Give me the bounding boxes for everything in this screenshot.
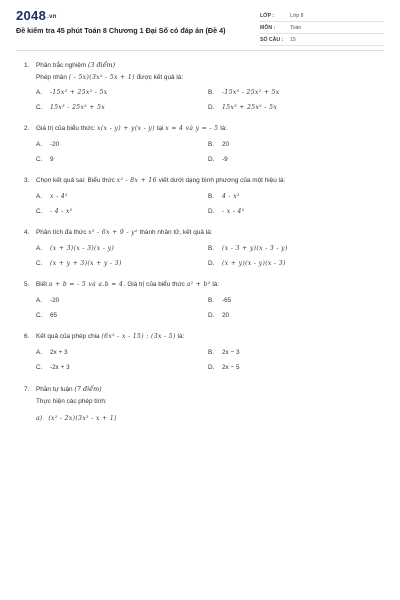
stem-text: là: (220, 125, 227, 132)
question-body (24, 137, 384, 167)
question-stem (24, 281, 384, 288)
option-c[interactable] (36, 152, 208, 167)
option-key: C. (36, 104, 43, 111)
option-c[interactable] (36, 360, 208, 375)
question-number: 1. (24, 61, 30, 69)
option-b[interactable] (208, 137, 380, 152)
exam-content (16, 61, 384, 422)
meta-value: 15 (290, 36, 296, 43)
stem-text: thành nhân tử, kết quả là: (139, 229, 213, 236)
stem-math: ( - 5x)(3x² - 5x + 1) (68, 74, 135, 81)
meta-label: LỚP : (260, 12, 275, 19)
stem-line (36, 177, 285, 184)
stem-math: x² - 6x + 9 - y² (88, 229, 138, 236)
stem-line (36, 125, 227, 132)
section-heading (24, 61, 384, 69)
stem-text: Phép nhân (36, 74, 67, 81)
question-number: 6. (24, 333, 30, 340)
option-a[interactable] (36, 345, 208, 360)
option-key: A. (36, 193, 43, 200)
option-b[interactable] (208, 345, 380, 360)
options (36, 293, 384, 323)
option-a[interactable] (36, 241, 208, 256)
option-key: B. (208, 297, 215, 304)
option-d[interactable] (208, 256, 380, 271)
stem-text: Chọn kết quả sai: Biểu thức (36, 177, 115, 184)
option-a[interactable] (36, 85, 208, 100)
question-stem (36, 74, 384, 81)
option-text: 2x + 3 (50, 349, 68, 356)
option-d[interactable] (208, 100, 380, 115)
question-number: 5. (24, 281, 30, 288)
item-math: (x² - 2x)(3x² - x + 1) (48, 415, 117, 422)
essay-item-a (36, 414, 384, 422)
option-key: C. (36, 364, 43, 371)
option-b[interactable] (208, 189, 380, 204)
option-text: - x - 4² (222, 208, 245, 215)
section-heading (24, 385, 384, 393)
option-text: 20 (222, 312, 230, 319)
option-key: D. (208, 156, 215, 163)
stem-text: viết dưới dạng bình phương của một hiệu là: (158, 177, 286, 184)
item-label: a) (36, 414, 43, 422)
option-text: 15x³ - 25x² + 5x (50, 104, 106, 111)
option-key: A. (36, 297, 43, 304)
question-7 (24, 385, 384, 422)
header-left (16, 8, 256, 46)
option-text: 4 - x² (222, 193, 240, 200)
option-key: B. (208, 193, 215, 200)
option-key: B. (208, 89, 215, 96)
option-text: -15x³ - 25x² + 5x (222, 89, 280, 96)
question-6 (24, 333, 384, 375)
option-a[interactable] (36, 293, 208, 308)
option-text: -15x³ + 25x² - 5x (50, 89, 108, 96)
option-text: 20 (222, 141, 230, 148)
question-4 (24, 229, 384, 271)
question-body (24, 345, 384, 375)
option-c[interactable] (36, 100, 208, 115)
section-points: (7 điểm) (74, 385, 102, 393)
question-number: 4. (24, 229, 30, 236)
option-text: -2x + 3 (50, 364, 70, 371)
option-text: x - 4² (50, 193, 68, 200)
option-text: 2x − 5 (222, 364, 240, 371)
option-b[interactable] (208, 241, 380, 256)
option-a[interactable] (36, 189, 208, 204)
option-text: 65 (50, 312, 58, 319)
section-title (36, 61, 115, 69)
instruction-text: Thực hiện các phép tính: (36, 398, 107, 405)
question-body (24, 293, 384, 323)
logo-suffix: .vn (47, 13, 57, 20)
option-text: (x + y)(x - y)(x - 3) (222, 260, 286, 267)
question-number: 2. (24, 125, 30, 132)
option-key: D. (208, 312, 215, 319)
question-stem (24, 333, 384, 340)
meta-value: Lớp 8 (290, 12, 304, 19)
option-text: 2x − 3 (222, 349, 240, 356)
option-d[interactable] (208, 204, 380, 219)
option-key: D. (208, 104, 215, 111)
section-title (36, 385, 102, 393)
option-a[interactable] (36, 137, 208, 152)
stem-math: x = 4 và y = - 5 (165, 125, 219, 132)
section-points: (3 điểm) (87, 61, 116, 69)
question-body (24, 189, 384, 219)
stem-text: là: (177, 333, 185, 340)
question-3 (24, 177, 384, 219)
meta-row-class (260, 10, 384, 22)
meta-value: Toán (290, 24, 302, 31)
question-number: 7. (24, 385, 30, 393)
option-c[interactable] (36, 256, 208, 271)
option-text: (x - 3 + y)(x - 3 - y) (222, 245, 288, 252)
question-5 (24, 281, 384, 323)
option-b[interactable] (208, 85, 380, 100)
option-text: 9 (50, 156, 54, 163)
meta-label: SỐ CÂU : (260, 36, 284, 43)
meta-row-subject (260, 22, 384, 34)
question-number: 3. (24, 177, 30, 184)
stem-text: tại (156, 125, 164, 132)
option-text: -20 (50, 141, 60, 148)
stem-line (36, 229, 212, 236)
stem-math: x² - 8x + 16 (116, 177, 157, 184)
options (36, 241, 384, 271)
question-body (24, 74, 384, 115)
option-text: -20 (50, 297, 60, 304)
option-key: D. (208, 208, 215, 215)
question-stem (24, 125, 384, 132)
question-1 (24, 61, 384, 115)
option-text: (x + 3)(x - 3)(x - y) (50, 245, 115, 252)
stem-math: a² + b² (186, 281, 211, 288)
question-body (24, 398, 384, 422)
options (36, 189, 384, 219)
option-text: - 4 - x² (50, 208, 73, 215)
option-b[interactable] (208, 293, 380, 308)
option-key: A. (36, 89, 43, 96)
option-c[interactable] (36, 204, 208, 219)
question-body (24, 241, 384, 271)
meta-table (260, 10, 384, 46)
stem-math: a + b = - 5 và a.b = 4. (48, 281, 126, 288)
options (36, 137, 384, 167)
option-key: B. (208, 349, 215, 356)
option-key: A. (36, 349, 43, 356)
section-title-text: Phần tự luận (36, 386, 73, 393)
stem-math: (6x² - x - 15) : (3x - 5) (101, 333, 176, 340)
stem-text: Giá trị của biểu thức: (36, 125, 96, 132)
stem-text: Biết (36, 281, 48, 288)
option-key: C. (36, 312, 43, 319)
option-text: -9 (222, 156, 228, 163)
logo-text: 2048 (16, 8, 47, 23)
question-2 (24, 125, 384, 167)
meta-label: MÔN : (260, 24, 276, 31)
option-d[interactable] (208, 308, 380, 323)
meta-row-count (260, 34, 384, 46)
option-text: 15x³ + 25x² - 5x (222, 104, 278, 111)
question-stem (24, 177, 384, 184)
site-logo[interactable] (16, 8, 256, 23)
section-title-text: Phần trắc nghiệm (36, 62, 87, 69)
option-text: -65 (222, 297, 232, 304)
option-d[interactable] (208, 360, 380, 375)
option-key: C. (36, 260, 43, 267)
option-key: A. (36, 245, 43, 252)
stem-line (36, 281, 219, 288)
stem-text: là: (212, 281, 220, 288)
option-d[interactable] (208, 152, 380, 167)
options (36, 85, 384, 115)
option-key: D. (208, 260, 215, 267)
stem-text: được kết quả là: (136, 74, 184, 81)
document-header (16, 8, 384, 51)
option-c[interactable] (36, 308, 208, 323)
stem-math: x(x - y) + y(x - y) (97, 125, 155, 132)
stem-text: Kết quả của phép chia (36, 333, 100, 340)
option-text: (x + y + 3)(x + y - 3) (50, 260, 122, 267)
option-key: A. (36, 141, 43, 148)
document-title: Đề kiểm tra 45 phút Toán 8 Chương 1 Đại Số có đáp án (Đề 4) (16, 26, 226, 35)
option-key: B. (208, 141, 215, 148)
option-key: B. (208, 245, 215, 252)
stem-text: Phân tích đa thức (36, 229, 87, 236)
options (36, 345, 384, 375)
option-key: C. (36, 208, 43, 215)
stem-line (36, 333, 184, 340)
stem-text: Giá trị của biểu thức (127, 281, 185, 288)
option-key: D. (208, 364, 215, 371)
question-stem (24, 229, 384, 236)
option-key: C. (36, 156, 43, 163)
